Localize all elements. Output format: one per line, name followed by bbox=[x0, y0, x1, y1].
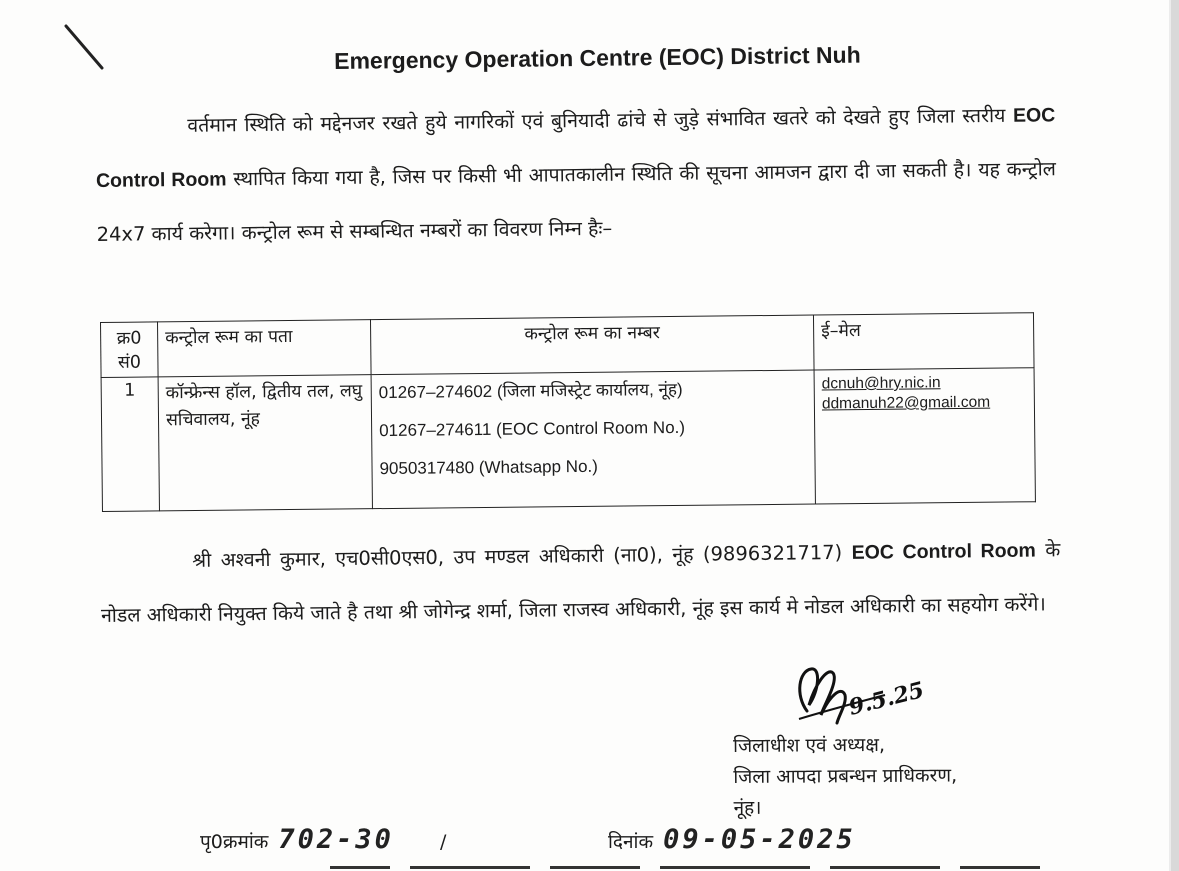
phone-dm-office: 01267–274602 (जिला मजिस्ट्रेट कार्यालय, नूंह) bbox=[378, 379, 683, 403]
header-email: ई–मेल bbox=[813, 313, 1034, 370]
reference-value: 702-30 bbox=[278, 824, 394, 855]
page-edge bbox=[1171, 0, 1179, 871]
row-address: कॉन्फ्रेन्स हॉल, द्वितीय तल, लघु सचिवालय, नूंह bbox=[158, 375, 372, 511]
page-title: Emergency Operation Centre (EOC) District Nuh bbox=[334, 41, 861, 74]
svg-text:9.5.25: 9.5.25 bbox=[846, 677, 927, 721]
row-phones bbox=[371, 370, 815, 509]
email-link-dcnuh[interactable]: dcnuh@hry.nic.in bbox=[821, 374, 941, 393]
phone-whatsapp: 9050317480 (Whatsapp No.) bbox=[379, 456, 598, 479]
email-link-ddmanuh[interactable]: ddmanuh22@gmail.com bbox=[821, 393, 991, 413]
intro-text-2: स्थापित किया गया है, जिस पर किसी भी आपातकालीन स्थिति की सूचना आमजन द्वारा दी जा सकती है। यह कन्ट्रोल 24x7 कार्य करेगा। कन्ट्रोल रूम से सम्बन्धित नम्बरों का विवरण निम्न हैः– bbox=[96, 157, 1057, 246]
designation-line-3: नूंह। bbox=[733, 796, 762, 819]
issue-date bbox=[608, 824, 856, 855]
intro-bold-eoc: EOC Control Room bbox=[95, 104, 1056, 192]
reference-separator: / bbox=[439, 831, 447, 853]
table-row bbox=[101, 368, 1035, 512]
page-edge-shadow bbox=[1169, 0, 1171, 871]
signature-image bbox=[785, 655, 945, 735]
designation-line-2: जिला आपदा प्रबन्धन प्राधिकरण, bbox=[733, 764, 958, 788]
reference-label: पृ0क्रमांक bbox=[200, 831, 269, 853]
header-number: कन्ट्रोल रूम का नम्बर bbox=[370, 315, 814, 375]
date-label: दिनांक bbox=[608, 831, 654, 853]
row-emails bbox=[814, 368, 1035, 504]
intro-text-1: वर्तमान स्थिति को मद्देनजर रखते हुये नागरिकों एवं बुनियादी ढांचे से जुड़े संभावित खतरे को देखते हुए जिला स्तरीय bbox=[187, 103, 1006, 137]
control-room-table bbox=[100, 312, 1036, 512]
date-value: 09-05-2025 bbox=[663, 824, 856, 855]
signatory-designation bbox=[733, 729, 957, 824]
header-address: कन्ट्रोल रूम का पता bbox=[158, 320, 372, 377]
row-serial: 1 bbox=[101, 377, 159, 512]
designation-line-1: जिलाधीश एवं अध्यक्ष, bbox=[733, 733, 886, 757]
nodal-text-1: श्री अश्वनी कुमार, एच0सी0एस0, उप मण्डल अधिकारी (ना0), नूंह (9896321717) bbox=[192, 540, 843, 572]
header-serial: क्र0 सं0 bbox=[101, 322, 159, 378]
nodal-officer-paragraph bbox=[100, 523, 1061, 643]
phone-eoc-control-room: 01267–274611 (EOC Control Room No.) bbox=[379, 417, 686, 441]
nodal-text-2: के नोडल अधिकारी नियुक्त किये जाते है तथा श्री जोगेन्द्र शर्मा, जिला राजस्व अधिकारी, नूंह इस कार्य मे नोडल अधिकारी का सहयोग करेंगे। bbox=[100, 538, 1061, 627]
table-header-row bbox=[101, 313, 1035, 378]
nodal-bold-eoc: EOC Control Room bbox=[851, 539, 1036, 564]
intro-paragraph bbox=[95, 88, 1057, 262]
reference-number bbox=[200, 824, 446, 855]
corner-pen-mark bbox=[62, 20, 112, 74]
cropped-next-line bbox=[330, 862, 1050, 871]
